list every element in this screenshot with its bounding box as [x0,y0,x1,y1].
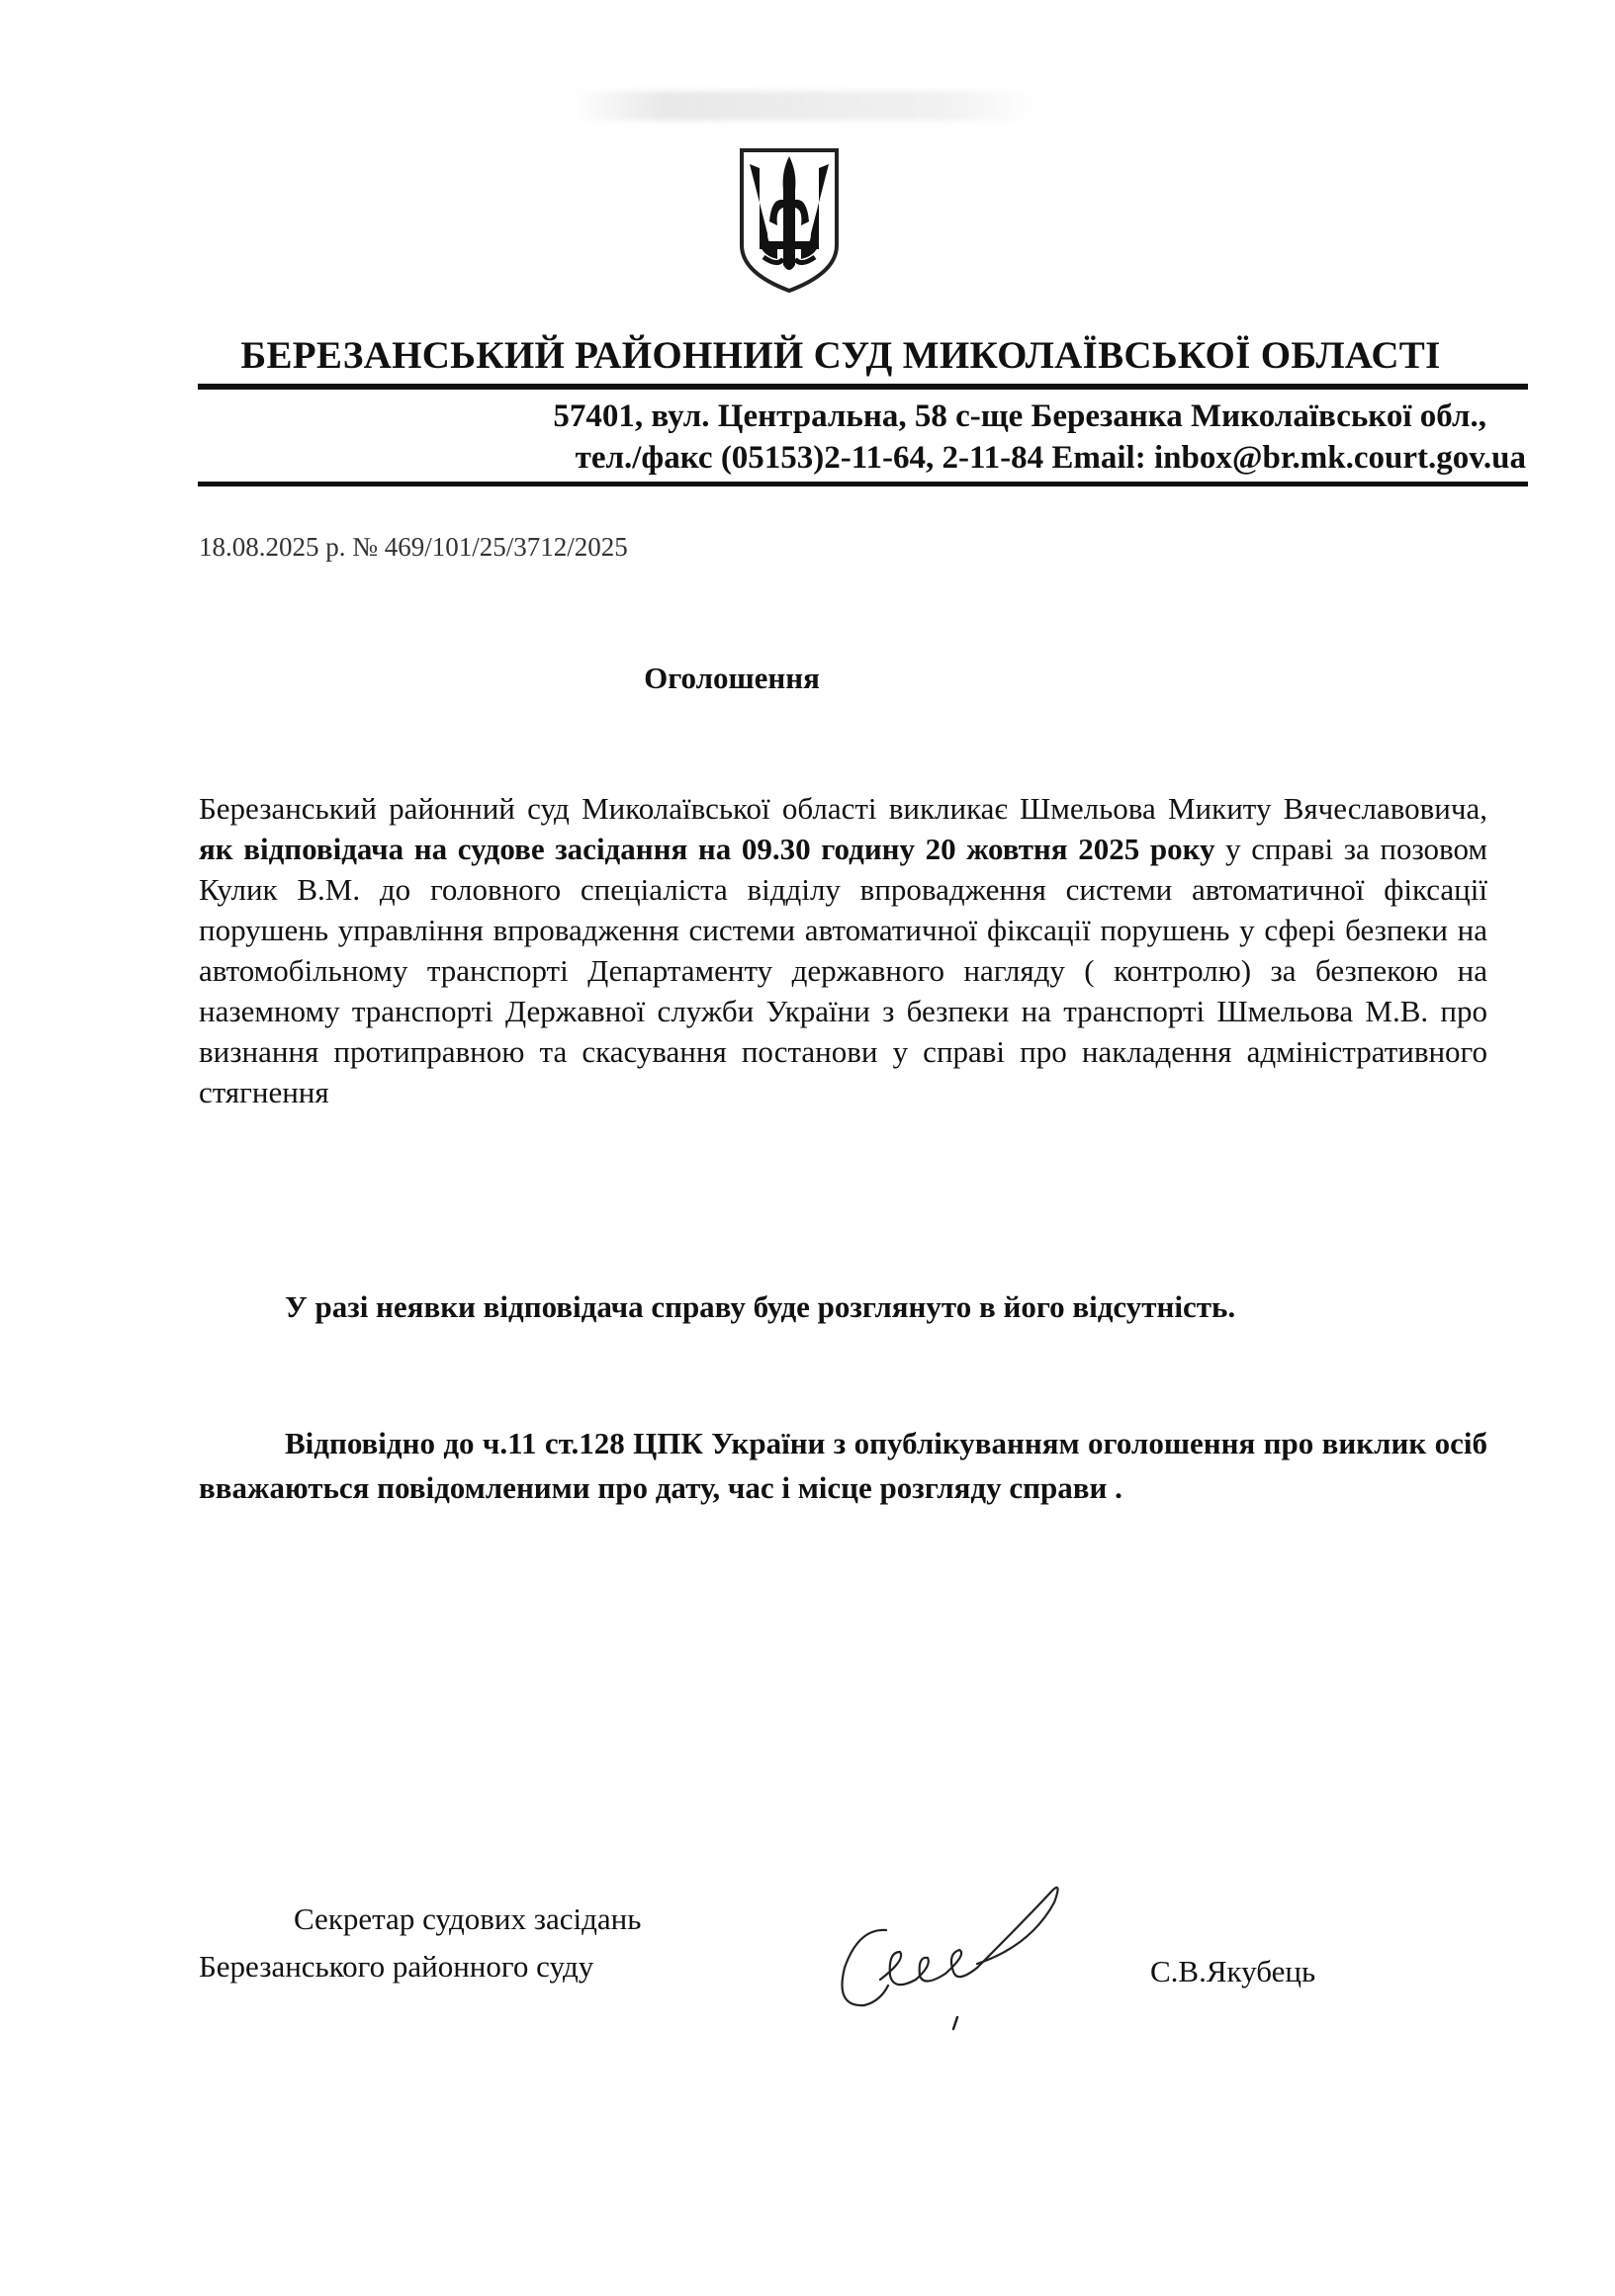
hearing-details: як відповідача на судове засідання на 09.30 годину 20 жовтня 2025 року [199,832,1215,866]
absence-notice: У разі неявки відповідача справу буде розглянуто в його відсутність. [285,1289,1236,1324]
header-rule-bottom [198,482,1528,486]
signatory-role-line-1: Секретар судових засідань [294,1901,642,1936]
document-title: Оголошення [644,661,820,695]
signatory-role [199,1896,641,1990]
announcement-body [199,788,1487,1112]
scan-artifact [572,91,1036,121]
court-address: 57401, вул. Центральна, 58 с-ще Березанка Миколаївської обл., [553,398,1486,434]
handwritten-signature [829,1869,1116,2037]
document-reference: 18.08.2025 р. № 469/101/25/3712/2025 [199,532,628,562]
body-text-end: у справі за позовом Кулик В.М. до головного спеціаліста відділу впровадження системи автоматичної фіксації порушень управління впровадження системи автоматичної фіксації порушень у сфері безпеки на автомобільному транспорті Департаменту державного нагляду ( контролю) за безпекою на наземному транспорті Державної служби України з безпеки на транспорті Шмельова М.В. про визнання протиправною та скасування постанови у справі про накладення адміністративного стягнення [199,832,1487,1109]
signatory-role-line-2: Березанського районного суду [199,1949,594,1984]
court-name-heading: БЕРЕЗАНСЬКИЙ РАЙОННИЙ СУД МИКОЛАЇВСЬКОЇ ОБЛАСТІ [240,334,1441,377]
signatory-name: С.В.Якубець [1150,1954,1316,1988]
court-contacts: тел./факс (05153)2-11-64, 2-11-84 Email: inbox@br.mk.court.gov.ua [575,440,1526,476]
publication-notice: Відповідно до ч.11 ст.128 ЦПК України з опублікуванням оголошення про виклик осіб вважаються повідомленими про дату, час і місце розгляду справи . [199,1426,1487,1505]
trident-emblem-icon [734,142,845,295]
body-text-start: Березанський районний суд Миколаївської області викликає Шмельова Микиту Вячеславовича, [199,791,1487,826]
header-rule-top [198,384,1528,390]
